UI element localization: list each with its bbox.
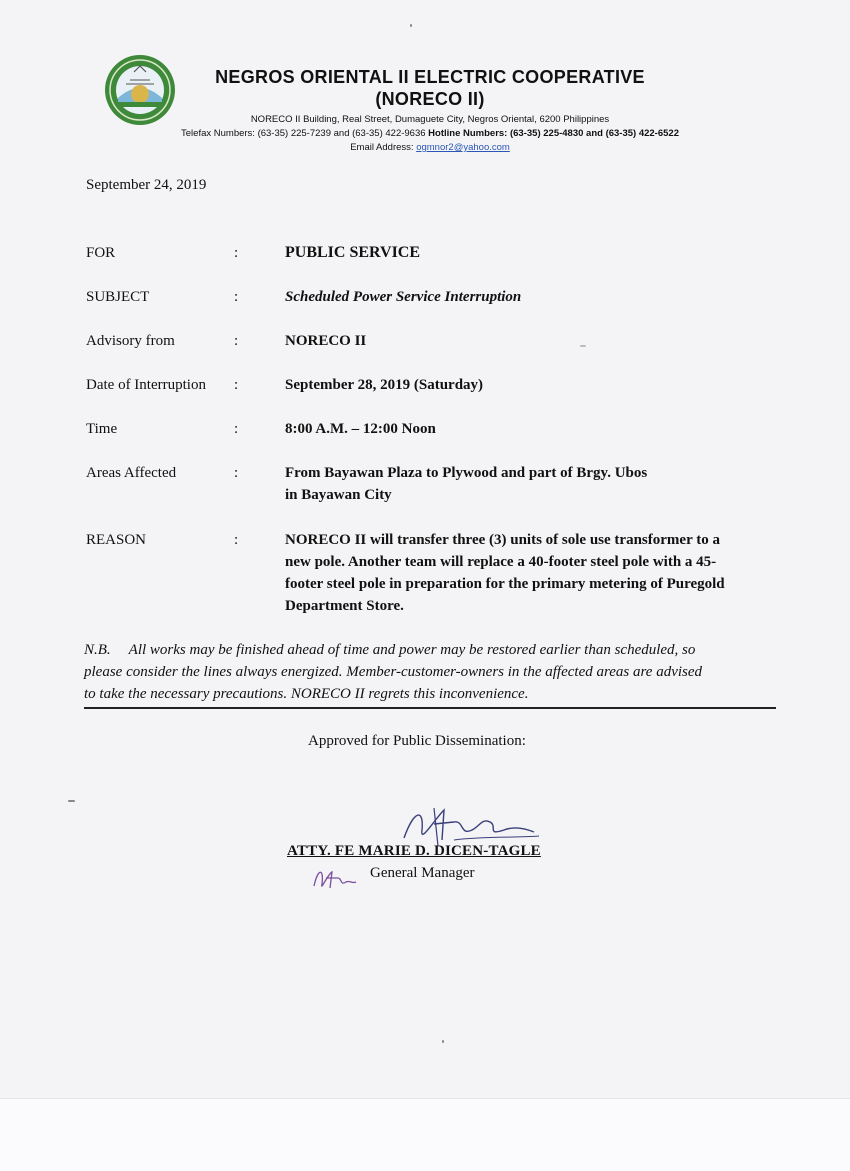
signer-name: ATTY. FE MARIE D. DICEN-TAGLE	[287, 843, 541, 859]
reason-line: Department Store.	[285, 598, 404, 614]
field-colon: :	[234, 289, 239, 305]
field-value: September 28, 2019 (Saturday)	[285, 377, 484, 393]
field-colon: :	[234, 377, 239, 393]
field-label: Time	[86, 421, 118, 437]
telefax-numbers: Telefax Numbers: (63-35) 225-7239 and (63-35) 422-9636	[181, 128, 426, 139]
reason-line: footer steel pole in preparation for the primary metering of Puregold	[285, 576, 725, 592]
note-line: please consider the lines always energized. Member-customer-owners in the affected areas are advised	[84, 664, 703, 680]
org-address: NORECO II Building, Real Street, Dumaguete City, Negros Oriental, 6200 Philippines	[250, 114, 610, 125]
note-paragraph	[84, 639, 776, 705]
field-label: REASON	[86, 532, 147, 548]
note-line: to take the necessary precautions. NORECO II regrets this inconvenience.	[84, 686, 529, 702]
field-label: Advisory from	[86, 333, 175, 349]
field-colon: :	[234, 532, 239, 548]
reason-line: new pole. Another team will replace a 40-footer steel pole with a 45-	[285, 554, 717, 570]
field-value: PUBLIC SERVICE	[285, 244, 421, 261]
field-value: Scheduled Power Service Interruption	[285, 289, 522, 305]
hotline-numbers: Hotline Numbers: (63-35) 225-4830 and (63-35) 422-6522	[428, 128, 679, 139]
email-label: Email Address:	[350, 142, 414, 153]
field-value: 8:00 A.M. – 12:00 Noon	[285, 421, 436, 437]
scan-speck	[410, 24, 412, 27]
field-label: Date of Interruption	[86, 377, 206, 393]
field-colon: :	[234, 421, 239, 437]
approval-statement: Approved for Public Dissemination:	[308, 733, 526, 749]
field-colon: :	[234, 245, 239, 261]
signer-position: General Manager	[370, 865, 475, 881]
initials-icon	[310, 862, 360, 892]
scan-speck	[442, 1040, 444, 1043]
field-value	[285, 462, 785, 506]
scan-margin	[0, 1098, 850, 1171]
field-value: NORECO II	[285, 333, 367, 349]
field-value-line: From Bayawan Plaza to Plywood and part of Brgy. Ubos	[285, 465, 648, 481]
field-label: Areas Affected	[86, 465, 177, 481]
email-link[interactable]: ogmnor2@yahoo.com	[416, 142, 510, 153]
scan-speck	[68, 800, 75, 802]
org-name	[180, 66, 680, 110]
org-name-text: NEGROS ORIENTAL II ELECTRIC COOPERATIVE	[215, 67, 645, 87]
scan-speck	[580, 345, 586, 347]
field-value	[285, 529, 785, 617]
field-colon: :	[234, 465, 239, 481]
org-email-line	[140, 142, 720, 154]
reason-line: NORECO II will transfer three (3) units of sole use transformer to a	[285, 532, 720, 548]
divider-rule	[84, 707, 776, 709]
field-label: FOR	[86, 245, 116, 261]
note-label: N.B.	[84, 642, 111, 658]
org-phone-line	[140, 128, 720, 140]
note-line: All works may be finished ahead of time and power may be restored earlier than scheduled, so	[128, 642, 696, 658]
field-label: SUBJECT	[86, 289, 150, 305]
letter-date: September 24, 2019	[86, 177, 207, 193]
field-value-line: in Bayawan City	[285, 487, 392, 503]
field-colon: :	[234, 333, 239, 349]
org-abbr: (NORECO II)	[375, 89, 485, 109]
